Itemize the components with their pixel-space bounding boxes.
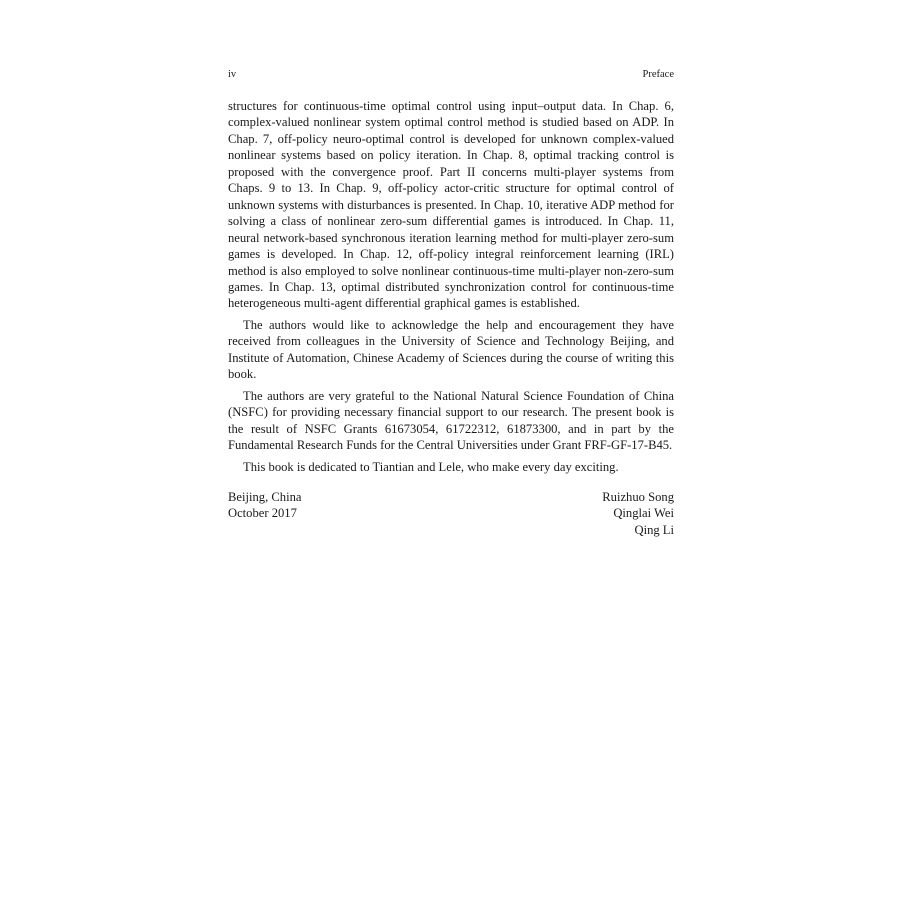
section-title: Preface [642,69,674,80]
paragraph-chapter-overview: structures for continuous-time optimal control using input–output data. In Chap. 6, complex-valued nonlinear system optimal control method is studied based on ADP. In Chap. 7, off-policy neuro-optimal control is developed for unknown complex-valued nonlinear systems based on policy iteration. In Chap. 8, optimal tracking control is proposed with the convergence proof. Part II concerns multi-player systems from Chaps. 9 to 13. In Chap. 9, off-policy actor-critic structure for optimal control of unknown systems with disturbances is presented. In Chap. 10, iterative ADP method for solving a class of nonlinear zero-sum differential games is introduced. In Chap. 11, neural network-based synchronous iteration learning method for multi-player zero-sum games is developed. In Chap. 12, off-policy integral reinforcement learning (IRL) method is also employed to solve nonlinear continuous-time multi-player non-zero-sum games. In Chap. 13, optimal distributed synchronization control for continuous-time heterogeneous multi-agent differential graphical games is established. [228,99,674,311]
running-head [228,66,674,84]
paragraph-acknowledgement: The authors would like to acknowledge the help and encouragement they have received from colleagues in the University of Science and Technology Beijing, and Institute of Automation, Chinese Academy of Sciences during the course of writing this book. [228,317,674,382]
signoff-place: Beijing, China [228,489,302,504]
signoff-date: October 2017 [228,506,297,521]
paragraph-dedication: This book is dedicated to Tiantian and Lele, who make every day exciting. [243,459,619,474]
author-name: Ruizhuo Song [602,489,674,504]
signoff-authors [602,489,674,538]
page-number: iv [228,69,237,80]
preface-body [228,98,674,475]
paragraph-funding: The authors are very grateful to the National Natural Science Foundation of China (NSFC) for providing necessary financial support to our research. The present book is the result of NSFC Grants 61673054, 61722312, 61873300, and in part by the Fundamental Research Funds for the Central Universities under Grant FRF-GF-17-B45. [228,388,674,453]
signoff-place-date [228,489,301,538]
signoff [228,489,674,538]
book-page [228,66,674,538]
author-name: Qing Li [634,522,674,537]
author-name: Qinglai Wei [613,506,674,521]
